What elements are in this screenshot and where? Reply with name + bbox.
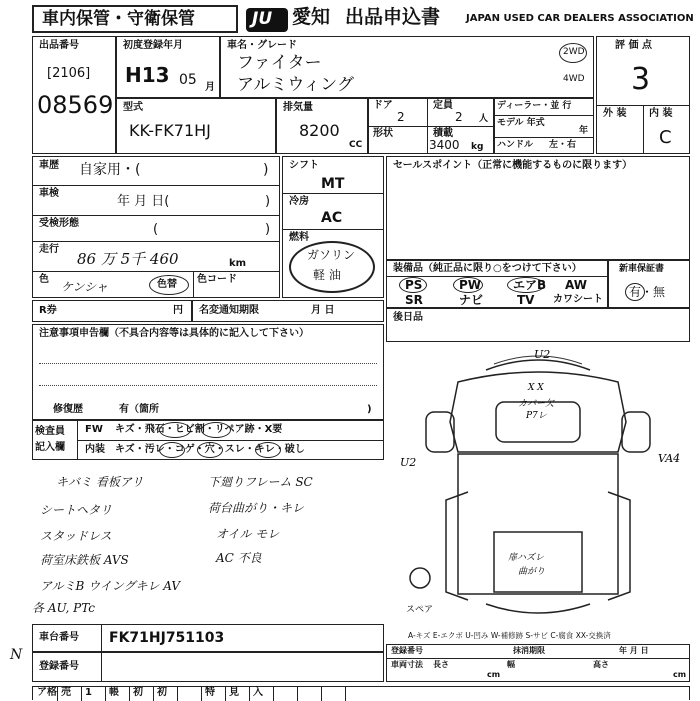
displacement-box: 排気量 8200 CC bbox=[276, 98, 368, 154]
warranty-box: 新車保証書 有・無 bbox=[608, 260, 690, 308]
dimensions-box: 登録番号 車両寸法 長さ cm 幅 高さ cm 抹消期限 年 月 日 bbox=[386, 644, 690, 682]
interior-score: C bbox=[659, 127, 672, 148]
lot-label: 出品番号 bbox=[39, 40, 79, 51]
load-value: 3400 bbox=[429, 138, 460, 152]
sales-point-box: セールスポイント（正常に機能するものに限ります） bbox=[386, 156, 690, 260]
footer-cell: 入 bbox=[253, 687, 263, 698]
diagram-spare-wheel bbox=[410, 568, 430, 588]
drive-2wd: 2WD bbox=[563, 47, 585, 57]
equip-sr: SR bbox=[405, 293, 423, 307]
equip-navi: ナビ bbox=[459, 293, 484, 307]
svg-text:P7レ: P7レ bbox=[526, 411, 547, 421]
diagram-left-door bbox=[426, 412, 454, 452]
vehicle-name-box: 車名・グレード ファイター アルミウィング 2WD 4WD bbox=[220, 36, 594, 98]
ju-logo: JU bbox=[246, 8, 288, 32]
registration-month: 05 bbox=[179, 72, 197, 88]
margin-mark: N bbox=[10, 647, 23, 663]
vehicle-name: ファイター bbox=[237, 53, 322, 73]
diagram-left-mark: U2 bbox=[400, 456, 417, 469]
lot-box bbox=[32, 36, 116, 154]
lot-bracket: [2106] bbox=[47, 66, 91, 81]
svg-text:カバー欠: カバー欠 bbox=[518, 399, 555, 409]
inspector-box: 検査員 記入欄 FW キズ・飛石・ヒビ割・リペア跡・X要 内装 キズ・汚レ・コゲ・穴・スレ・キレ・破し bbox=[32, 420, 384, 460]
diagram-right-mark: VA4 bbox=[658, 452, 681, 465]
footer-cell: 売 bbox=[61, 687, 71, 698]
chassis-box: 車台番号 FK71HJ751103 bbox=[32, 624, 384, 652]
footer-cell: 初 bbox=[133, 687, 143, 698]
mileage-value: 86 万 5千 460 bbox=[77, 250, 179, 268]
displacement-value: 8200 bbox=[299, 121, 340, 140]
history-box: 車歴 自家用・( ) 車検 年 月 日( ) 受検形態 ( ) 走行 86 万 5千 460 km 色 ケンシャ 色替 色コード bbox=[32, 156, 280, 298]
notice-box: 名変通知期限 月 日 bbox=[192, 300, 384, 322]
handwritten-notes: キバミ 看板アリ 下廻りフレーム SC シートヘタリ 荷台曲がり・キレ スタッドレス オイル モレ 荷室床鉄板 AVS AC 不良 アルミB ウイングキレ AV 各 AU, PTc bbox=[32, 475, 313, 615]
drive-4wd: 4WD bbox=[563, 74, 585, 84]
form-title: 出品申込書 bbox=[345, 6, 441, 28]
score-value: 3 bbox=[631, 62, 651, 97]
footer-cell: 帳 bbox=[109, 687, 119, 698]
footer-cell: 初 bbox=[157, 687, 167, 698]
spec-box: ドア 2 定員 2 人 形状 積載 3400 kg bbox=[368, 98, 494, 154]
diagram-rear-bumper bbox=[486, 604, 590, 613]
svg-text:曲がり: 曲がり bbox=[518, 567, 546, 577]
footer-cell: 1 bbox=[85, 687, 92, 698]
vehicle-damage-diagram bbox=[386, 342, 690, 632]
storage-stamp bbox=[32, 5, 238, 33]
drivetrain-box: シフト MT 冷房 AC 燃料 ガソリン 軽 油 bbox=[282, 156, 384, 298]
equip-tv: TV bbox=[517, 293, 535, 307]
equip-seat: カワシート bbox=[553, 294, 603, 305]
equip-airbag: エアB bbox=[513, 278, 547, 292]
dealer-box: ディーラー・並 行 モデル 年式 年 ハンドル 左・右 bbox=[494, 98, 594, 154]
registration-number-box: 登録番号 bbox=[32, 652, 384, 682]
footer-cell: ア格 bbox=[37, 687, 57, 698]
footer-strip bbox=[32, 686, 690, 700]
recycle-box: R券 円 bbox=[32, 300, 192, 322]
score-box: 評 価 点 3 外 装 内 装 C bbox=[596, 36, 690, 154]
diagram-spare-label: スペア bbox=[406, 605, 434, 615]
registration-box: 初度登録年月 H13 05 月 bbox=[116, 36, 220, 98]
model-box: 型式 KK-FK71HJ bbox=[116, 98, 276, 154]
chassis-number: FK71HJ751103 bbox=[109, 630, 225, 646]
vehicle-grade: アルミウィング bbox=[237, 75, 354, 95]
footer-cell: 特 bbox=[205, 687, 215, 698]
color-value: ケンシャ bbox=[61, 280, 108, 294]
damage-legend: A-キズ E-エクボ U-凹み W-補修跡 S-サビ C-腐食 XX-交換済 bbox=[408, 631, 611, 640]
svg-text:X X: X X bbox=[528, 383, 544, 393]
diagram-rear-frame bbox=[446, 492, 630, 600]
equipment-box: 装備品（純正品に限り○をつけて下さい） PS PW エアB AW SR ナビ TV カワシート bbox=[386, 260, 608, 308]
storage-stamp-text: 車内保管・守衛保管 bbox=[42, 9, 195, 29]
association-name: JAPAN USED CAR DEALERS ASSOCIATION bbox=[466, 13, 694, 24]
equip-pw: PW bbox=[459, 278, 482, 292]
svg-text:扉ハズレ: 扉ハズレ bbox=[508, 553, 545, 563]
equip-ps: PS bbox=[405, 278, 423, 292]
notes-box: 注意事項申告欄（不具合内容等は具体的に記入して下さい） 修復歴 有（箇所 ) bbox=[32, 324, 384, 420]
trailer-box: 後日品 bbox=[386, 308, 690, 342]
region-title: 愛知 bbox=[292, 6, 331, 28]
equip-aw: AW bbox=[565, 278, 587, 292]
diagram-right-door bbox=[622, 412, 650, 452]
footer-cell: 見 bbox=[229, 687, 239, 698]
lot-number: 08569 bbox=[37, 91, 114, 119]
model-code: KK-FK71HJ bbox=[129, 121, 211, 140]
diagram-top-mark: U2 bbox=[534, 348, 551, 361]
registration-year: H13 bbox=[125, 63, 170, 87]
